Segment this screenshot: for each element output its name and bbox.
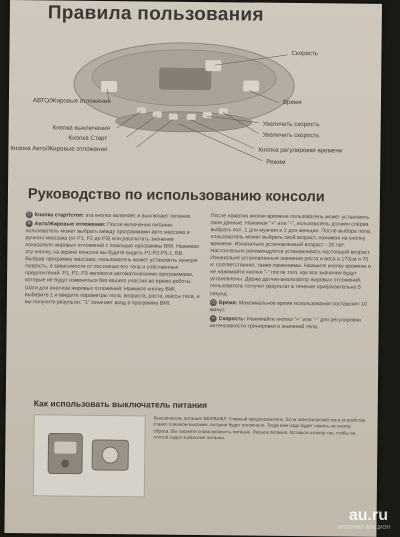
time-paragraph: ◷ Время: Максимальное время использования составляет 10 минут. xyxy=(209,298,368,313)
console-guide-title: Руководство по использованию консоли xyxy=(27,186,325,206)
instructions-left-column xyxy=(25,211,202,309)
label-time-buttons: Кнопка регулировки времени xyxy=(258,146,343,155)
label-increase-speed-2: Увеличить скорость xyxy=(262,131,320,140)
power-switch-image xyxy=(33,414,146,497)
auto-mode-icon: A xyxy=(27,220,31,227)
speed-paragraph: » Скорость: Нажимайте кнопки "+" или "-" для регулировки интенсивности тренировки и значений тела. xyxy=(209,314,361,330)
watermark-logo: au.ru xyxy=(348,507,388,524)
label-speed: Скорость xyxy=(291,49,319,58)
label-auto-fat: АВТО/Жировые отложения xyxy=(32,97,111,106)
watermark-subtitle: ИНТЕРНЕТ-АУКЦИОН xyxy=(337,525,390,531)
power-icon: ⏻ xyxy=(27,211,32,218)
instructions-right-column xyxy=(210,213,373,332)
page-title: Правила пользования xyxy=(47,2,264,26)
power-switch-description: Выключатель питания: ВКЛ/ВЫКЛ. Главный предохранитель: Если электрический ток в устройстве станет слишком высоким, питание будет отключено. Тогда вам надо будет нажать на кнопку сброса, Вы сможете снова включить питание. Разъем питания: Вставьте штекер так, чтобы он плотно сидел в разъеме питания. xyxy=(153,415,366,441)
label-off-button: Кнопка выключения xyxy=(52,124,111,133)
console-illustration xyxy=(74,42,295,133)
power-switch-illustration xyxy=(34,415,145,496)
manual-page xyxy=(4,0,382,537)
label-start-button: Кнопка Старт xyxy=(68,134,108,143)
label-increase-speed-1: Увеличить скорость xyxy=(262,120,320,129)
label-auto-fat-button: Кнопка Авто/Жировые отложения xyxy=(10,145,108,154)
time-setup-paragraph: После нажатия кнопки времени пользователь может установить свои данные. Нажимая "+" или "-", пользователь должен сперва выбрать пол. 1 для мужчин и 2 для женщин. После выбора пола, пользователь может выбрать свой возраст, нажимая на кнопку времени. Изначально установленный возраст - 20 лет. Настоятельно рекомендуется устанавливать настоящий возраст. Изначально установленные значения роста и веса в 170см и 70 кг соответственно, также изменяемы. Нажмите кнопку времени и не нажимайте кнопки "-" после того, как все значения будут установлены. Держа датчик-анализатор жировых отложений, пользователь получит результат в течение приблизительно 5 секунд. xyxy=(209,213,372,297)
label-time: Время xyxy=(282,98,302,107)
start-stop-paragraph: ⏻ Кнопка старт/стоп: эта кнопка включает и выключает питание. xyxy=(27,211,192,220)
power-switch-title: Как использовать выключатель питания xyxy=(33,398,208,411)
label-mode: Режим xyxy=(266,158,286,166)
console-diagram xyxy=(8,28,382,182)
auto-fat-paragraph: A Авто/Жировые отложения: После включения питания пользователь может выбрать между программами авто массажа и ручного массажа (от P1, P2 до P3) или рассчитать значение показателя жировых отложений с помощью программы BMI. Нажимая эту кнопку, на экране консоли вы будете видеть P1-P2-P3-1, BB. Выбрав программу массажа, пользователь может установить нужную скорость, в зависимости от состояния его тела и собственных предпочтений. P1, P2, P3 являются автоматическими программами, которые не будут изменяться без вашего участия во время работы. xyxy=(25,220,199,286)
fat-analysis-paragraph: Шаги для анализа жировых отложений: Нажмите кнопку BMI, выберите 1 и введите параметры пола, возраста, роста, массы тела, и вы получите результат. "1" означает вход в программу BMI. xyxy=(24,285,200,308)
clock-icon: ◷ xyxy=(211,298,216,305)
speed-icon: » xyxy=(210,315,217,322)
